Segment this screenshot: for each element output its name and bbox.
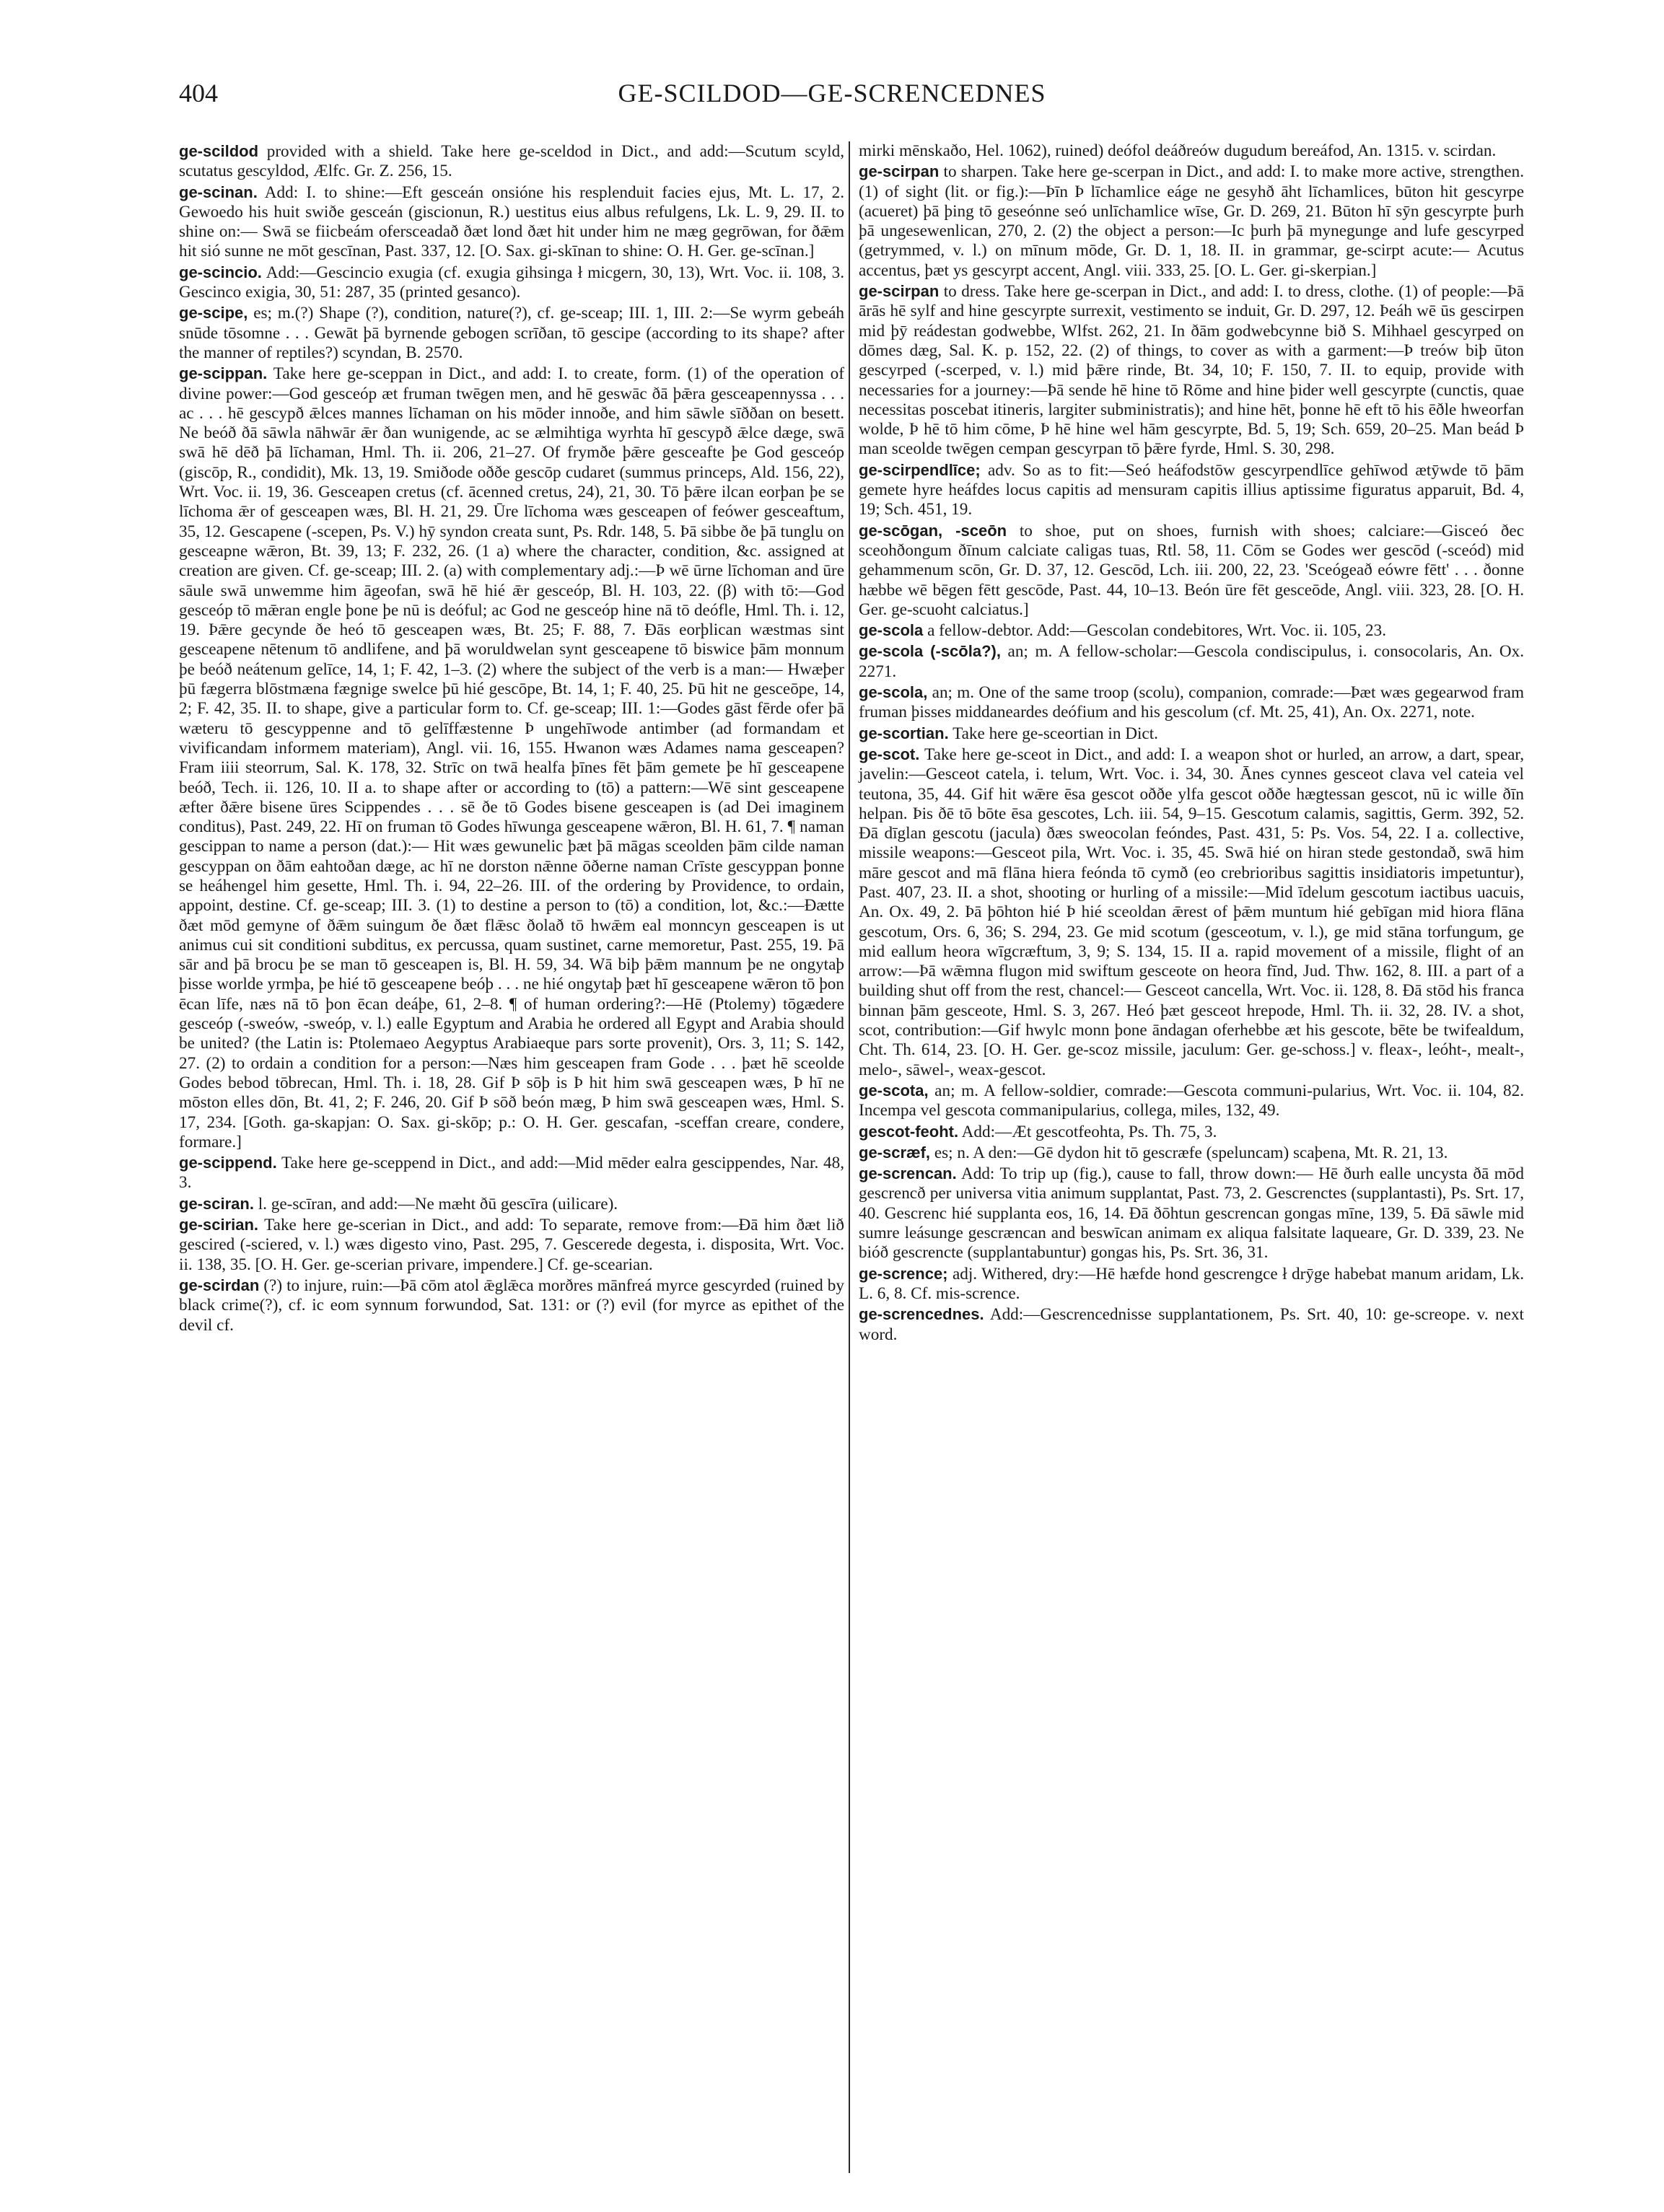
entry-headword: ge-scirpendlīce; [859, 460, 981, 479]
entry-text: Add:—Gescrencednisse supplantationem, Ps. Srt. 40, 10: ge-screope. v. next word. [859, 1305, 1524, 1344]
dictionary-entry [179, 1194, 844, 1214]
page-header [179, 78, 1485, 114]
entry-headword: ge-sciran. [179, 1194, 254, 1213]
dictionary-entry [859, 1304, 1524, 1345]
entry-text: Take here ge-sceppan in Dict., and add: I. to create, form. (1) of the operation of divine power:—God gesceóp æt fruman twēgen men, and hē geswāc ðā þǣra gesceapennyssa . . . ac . . . hē gescypð ǣlces mannes līchaman on his mōder innoðe, and him sāwle sīððan on besett. Ne beóð ðā sāwla nāhwār ǣr ðan wunigende, ac se ælmihtiga wyrhta hī gescypð ǣlce dæge, swā swā hē dēð þā līchaman, Hml. Th. ii. 206, 21–27. Of frymðe þǣre gesceafte þe God gesceóp (giscōp, R., condidit), Mk. 13, 19. Smiðode oððe gescōp cudaret (summus princeps, Ald. 156, 22), Wrt. Voc. ii. 19, 36. Gesceapen cretus (cf. ācenned cretus, 24), 21, 30. Tō þǣre ilcan eorþan þe se līchoma ǣr of gesceapen wæs, Bl. H. 21, 29. Ūre līchoma wæs gesceapen of feówer gesceaftum, 35, 12. Gescapene (-scepen, Ps. V.) hȳ syndon creata sunt, Ps. Rdr. 148, 5. Þā sibbe ðe þā tunglu on gesceapne wǣron, Bt. 39, 13; F. 232, 26. (1 a) where the character, condition, &c. assigned at creation are given. Cf. ge-sceap; III. 2. (a) with complementary adj.:—Þ wē ūrne līchoman and ūre sāule swā unwemme him āgeofan, swā hē hié ǣr gesceóp, Bl. H. 103, 22. (β) with tō:—God gesceóp tō mǣran engle þone þe nū is deóful; ac God ne gesceóp hine nā tō deófle, Hml. Th. i. 12, 19. Þǣre gecynde ðe heó tō gesceapen wæs, Bt. 25; F. 88, 7. Ðās eorþlican wæstmas sint gesceapene nētenum tō andlifene, and þā woruldwelan synt gesceapene tō biswice þām monnum þe beóð neátenum gelīce, 14, 1; F. 42, 1–3. (2) where the subject of the verb is a man:— Hwæþer þū fægerra blōstmæna fægnige swelce þū hié gescōpe, Bt. 14, 1; F. 40, 25. Þū hit ne gesceōpe, 14, 2; F. 42, 35. II. to shape, give a particular form to. Cf. ge-sceap; III. 1:—Godes gāst fērde ofer þā wæteru tō gescyppenne and tō gelīffæstenne Þ ungehīwode antimber (ad formandam et vivificandam informem materiam), Angl. vii. 16, 155. Hwanon wæs Adames nama gesceapen? Fram iiii steorrum, Sal. K. 178, 32. Strīc on twā healfa þīnes fēt þām gemete þe hī gesceapene beóð, Tech. ii. 126, 10. II a. to shape after or according to (tō) a pattern:—Wē sint gesceapene æfter ðǣre bisene ūres Scippendes . . . sē ðe tō Godes bisene gesceapen is (ad Dei imaginem conditus), Past. 249, 22. Hī on fruman tō Godes hīwunga gesceapene wǣron, Bl. H. 61, 7. ¶ naman gescippan to name a person (dat.):— Hit wæs gewunelic þæt þā māgas sceolden þām cilde naman gescyppan on ðām eahtoðan dæge, ac hī ne dorston nǣnne ōðerne naman Crīste gescyppan þonne se heáhengel him gesette, Hml. Th. i. 94, 22–26. III. of the ordering by Providence, to ordain, appoint, destine. Cf. ge-sceap; III. 3. (1) to destine a person to (tō) a condition, lot, &c.:—Ðætte ðæt mōd gemyne of ðǣm suingum ðe ðæt flǣsc ðolað tō hwǣm eal monncyn gesceapen is ut animus cui sit conditioni subditus, ex percussa, quam sustinet, carne memoretur, Past. 255, 19. Þā sār and þā brocu þe se man tō gesceapen is, Bl. H. 59, 34. Wā biþ þǣm mannum þe ne ongytaþ þisse worlde yrmþa, þe hié tō gesceapene beóþ . . . ne hié ongytaþ þæt hī gesceapene wǣron tō þon ēcan līfe, næs nā tō þon ēcan deáþe, 61, 2–8. ¶ of human ordering?:—Hē (Ptolemy) tōgædere gesceóp (-sweów, -sweóp, v. l.) ealle Egyptum and Arabia he ordered all Egypt and Arabia should be united? (the Latin is: Ptolemaeo Aegyptus Arabiaeque pars sorte provenit), Ors. 3, 11; S. 142, 27. (2) to ordain a condition for a person:—Næs him gesceapen fram Gode . . . þæt hē sceolde Godes bebod tōbrecan, Hml. Th. i. 18, 28. Gif Þ sōþ is Þ hit him swā gesceapen wæs, Þ hī ne mōston elles dōn, Bt. 41, 2; F. 246, 20. Gif Þ sōð beón mæg, Þ him swā gesceapen wæs, Hml. S. 17, 234. [Goth. ga-skapjan: O. Sax. gi-skōp; p.: O. H. Ger. gescafan, -sceffan creare, condere, formare.] [179, 364, 844, 1151]
dictionary-entry [179, 1153, 844, 1193]
entry-headword: ge-scola (-scōla?), [859, 642, 1001, 661]
dictionary-entry [179, 263, 844, 303]
entry-headword: gescot-feoht. [859, 1122, 959, 1141]
entry-text: Take here ge-sceppend in Dict., and add:—Mid mēder ealra gescippendes, Nar. 48, 3. [179, 1154, 844, 1193]
dictionary-entry [859, 281, 1524, 460]
entry-headword: ge-scot. [859, 745, 920, 763]
entry-text: mirki mēnskaðo, Hel. 1062), ruined) deófol deáðreów dugudum bereáfod, An. 1315. v. scirdan. [859, 141, 1497, 160]
entry-headword: ge-scola, [859, 683, 928, 702]
entry-text: l. ge-scīran, and add:—Ne mæht ðū gescīra (uilicare). [253, 1194, 618, 1213]
right-column [859, 141, 1524, 1346]
entry-text: Take here ge-scerian in Dict., and add: To separate, remove from:—Ðā him ðæt lið gescired (-sciered, v. l.) wæs digesto vino, Past. 295, 7. Gescerede degesta, i. disposita, Wrt. Voc. ii. 138, 35. [O. H. Ger. ge-scerian privare, impendere.] Cf. ge-scearian. [179, 1216, 844, 1274]
entry-text: adv. So as to fit:—Seó heáfodstōw gescyrpendlīce gehīwod ætȳwde tō þām gemete hyre heáfdes locus capitis ad mensuram capitis illius aptissime figuratus apparuit, Bd. 4, 19; Sch. 451, 19. [859, 460, 1524, 519]
entry-headword: ge-scirpan [859, 162, 940, 181]
dictionary-entry [859, 521, 1524, 620]
running-title: GE-SCILDOD—GE-SCRENCEDNES [618, 79, 1046, 107]
dictionary-entry [179, 1215, 844, 1275]
entry-text: an; m. A fellow-soldier, comrade:—Gescota communi-pularius, Wrt. Voc. ii. 104, 82. Incempa vel gescota commanipularius, collega, miles, 132, 49. [859, 1081, 1524, 1120]
entry-text: Take here ge-sceortian in Dict. [948, 724, 1158, 743]
entry-text: a fellow-debtor. Add:—Gescolan condebitores, Wrt. Voc. ii. 105, 23. [923, 621, 1387, 641]
entry-headword: ge-scinan. [179, 183, 258, 201]
dictionary-entry [859, 641, 1524, 682]
dictionary-entry [859, 724, 1524, 744]
entry-text: (?) to injure, ruin:—Þā cōm atol ǣglǣca morðres mānfreá myrce gescyrded (ruined by black crime(?), cf. ic eom synnum forwundod, Sat. 131: or (?) evil (for myrce as epithet of the devil cf. [179, 1276, 844, 1335]
entry-headword: ge-scildod [179, 142, 259, 160]
entry-text: es; m.(?) Shape (?), condition, nature(?), cf. ge-sceap; III. 1, III. 2:—Se wyrm gebeáh snūde tōsomne . . . Gewāt þā byrnende gebogen scrīðan, tō gescipe (according to its shape? after the manner of reptiles?) scyndan, B. 2570. [179, 304, 844, 362]
dictionary-entry [179, 303, 844, 363]
entry-text: to shoe, put on shoes, furnish with shoes; calciare:—Gisceó ðec sceohðongum ðīnum calciate caligas tuas, Rtl. 58, 11. Cōm se Godes wer gescōd (-sceód) mid gehammenum scōn, Gr. D. 37, 12. Gescōd, Lch. iii. 200, 22, 23. 'Sceógeað eówre fētt' . . . ðonne hæbbe wē bēgen fētt gescōde, Past. 44, 10–13. Beón ūre fēt gesceōde, Angl. viii. 323, 28. [O. H. Ger. ge-scuoht calciatus.] [859, 521, 1524, 619]
entry-headword: ge-scōgan, -sceōn [859, 521, 1007, 540]
entry-headword: ge-scippend. [179, 1154, 277, 1172]
entry-headword: ge-scirian. [179, 1216, 259, 1234]
dictionary-entry [179, 364, 844, 1152]
dictionary-entry [859, 1122, 1524, 1142]
entry-headword: ge-scirdan [179, 1276, 260, 1294]
entry-text: adj. Withered, dry:—Hē hæfde hond gescrengce ł drȳge habebat manum aridam, Lk. L. 6, 8. Cf. mis-scrence. [859, 1264, 1524, 1303]
entry-text: Add: To trip up (fig.), cause to fall, throw down:— Hē ðurh ealle uncysta ðā mōd gescrencð per universa vitia animum supplantat, Past. 73, 2. Gescrenctes (supplantasti), Ps. Srt. 17, 40. Gescrenc hié supplanta eos, 16, 14. Ðā ðōhtun gescrencan gongas mīne, 139, 5. Ðā sāwle mid sumre leásunge gescræncan and beswīcan animam ex aliqua falsitate laqueare, Gr. D. 339, 23. Ne bióð gescrencte (supplantabuntur) gongas his, Ps. Srt. 36, 31. [859, 1164, 1524, 1263]
entry-headword: ge-scrence; [859, 1264, 948, 1283]
entry-headword: ge-scippan. [179, 364, 268, 383]
column-divider [849, 141, 850, 2173]
dictionary-entry [859, 683, 1524, 723]
entry-text: to sharpen. Take here ge-scerpan in Dict., and add: I. to make more active, strengthen. (1) of sight (lit. or fig.):—Þīn Þ līchamlice eáge ne gesyhð āht līchamlices, būton hit gescyrpe (acueret) þā þing tō geseónne seó unlīchamlice wīse, Gr. D. 269, 21. Būton hī sȳn gescyrpte þurh þā ungesewenlican, 270, 2. (2) the object a person:—Ic þurh þā mynegunge and lufe gescyrped (getrymmed, v. l.) on mīnum mōde, Gr. D. 1, 18. II. in grammar, ge-scirpt acute:— Acutus accentus, þæt ys gescyrpt accent, Angl. viii. 333, 25. [O. L. Ger. gi-skerpian.] [859, 162, 1524, 280]
dictionary-entry [859, 1143, 1524, 1163]
entry-headword: ge-scipe, [179, 304, 248, 322]
entry-headword: ge-scortian. [859, 724, 949, 742]
dictionary-entry [859, 162, 1524, 281]
entry-headword: ge-screncan. [859, 1164, 957, 1183]
entry-headword: ge-scirpan [859, 282, 940, 301]
left-column [179, 141, 844, 1336]
entry-text: to dress. Take here ge-scerpan in Dict., and add: I. to dress, clothe. (1) of people:—Þā ārās hē sylf and hine gescyrpte surrexit, vestimento se induit, Gr. D. 297, 12. Þeáh wē ūs gescirpen mid þȳ reádestan godwebbe, Wlfst. 262, 21. In ðām godwebcynne bið S. Mihhael gescyrped on dōmes dæg, Sal. K. p. 152, 22. (2) of things, to cover as with a garment:—Þ treów biþ ūton gescyrped (-scerped, v. l.) mid þǣre rinde, Bt. 34, 10; F. 150, 7. II. to equip, provide with necessaries for a journey:—Þā sende hē hine tō Rōme and hine þider well gescyrpte (cunctis, quae necessitas poscebat itineris, largiter subministratis); and hine hēt, þonne hē eft tō his ēðle hweorfan wolde, Þ hē tō him cōme, Þ hē hine wel hām gescyrpte, Bd. 5, 19; Sch. 659, 20–25. Man beád Þ man sceolde twēgen cempan gescyrpan tō þǣre fyrde, Hml. S. 30, 298. [859, 282, 1524, 459]
dictionary-entry [859, 1264, 1524, 1304]
entry-text: provided with a shield. Take here ge-sceldod in Dict., and add:—Scutum scyld, scutatus gescyldod, Ælfc. Gr. Z. 256, 15. [179, 142, 844, 181]
entry-text: an; m. A fellow-scholar:—Gescola condiscipulus, i. consocolaris, An. Ox. 2271. [859, 642, 1525, 681]
entry-text: Add:—Gescincio exugia (cf. exugia gihsinga ł micgern, 30, 13), Wrt. Voc. ii. 108, 3. Gescinco exigia, 30, 51: 287, 35 (printed gesanco). [179, 263, 844, 302]
dictionary-entry [179, 141, 844, 182]
entry-text: es; n. A den:—Gē dydon hit tō gescræfe (speluncam) scaþena, Mt. R. 21, 13. [930, 1143, 1448, 1162]
entry-text: Add:—Æt gescotfeohta, Ps. Th. 75, 3. [958, 1122, 1217, 1141]
dictionary-entry [859, 745, 1524, 1080]
entry-headword: ge-scola [859, 621, 924, 640]
entry-text: Take here ge-sceot in Dict., and add: I. a weapon shot or hurled, an arrow, a dart, spear, javelin:—Gesceot catela, i. telum, Wrt. Voc. i. 34, 30. Ānes cynnes gesceot clava vel cateia vel teutona, 35, 44. Gif hit wǣre ēsa gescot oððe ylfa gescot oððe hægtessan gescot, nū ic wille ðīn helpan. Þis ðē tō bōte ēsa gescotes, Lch. iii. 54, 9–15. Gescotum calamis, sagittis, Germ. 392, 52. Ðā dīglan gescotu (jacula) ðæs sweocolan feóndes, Past. 431, 5: Ps. Vos. 54, 22. I a. collective, missile weapons:—Gesceot pila, Wrt. Voc. i. 35, 45. Swā hié on hiran stede gestondað, swā him māre gescot and mā flāna hiera feónda tō cymð (eo crebrioribus sagittis insidiatoris impetuntur), Past. 407, 23. II. a shot, shooting or hurling of a missile:—Mid īdelum gescotum iactibus uacuis, An. Ox. 49, 2. Þā þōhton hié Þ hié sceoldan ǣrest of þǣm muntum hié gebīgan mid hiora flāna gescotum, Ors. 6, 36; S. 294, 23. Ge mid scotum (gesceotum, v. l.), ge mid stāna torfungum, ge mid eallum heora wīgcræftum, 3, 9; S. 134, 15. II a. rapid movement of a missile, flight of an arrow:—Þā wǣmna flugon mid swiftum gesceote on heora fīnd, Jud. Thw. 162, 8. III. a part of a building shut off from the rest, chancel:— Gesceot cancella, Wrt. Voc. ii. 128, 8. Ðā stōd his franca binnan þām gesceote, Hml. S. 3, 267. Heó þæt gesceot hrepode, Hml. Th. ii. 32, 28. IV. a shot, scot, contribution:—Gif hwylc monn þone āndagan oferhebbe æt his gescote, bēte be twifealdum, Cht. Th. 614, 23. [O. H. Ger. ge-scoz missile, jaculum: Ger. ge-schoss.] v. fleax-, leóht-, mealt-, melo-, sāwel-, weax-gescot. [859, 745, 1524, 1079]
entry-headword: ge-scota, [859, 1081, 929, 1100]
entry-headword: ge-screncednes. [859, 1305, 984, 1324]
entry-text: Add: I. to shine:—Eft gesceán onsióne his resplenduit facies ejus, Mt. L. 17, 2. Gewoedo his huit swiðe gesceán (giscionun, R.) uestitus eius albus refulgens, Lk. L. 9, 29. II. to shine on:— Swā se fiicbeám ofersceadað ðæt lond ðæt hit under him ne mæg gegrōwan, for ðǣm hit sió sunne ne mōt gescīnan, Past. 337, 12. [O. Sax. gi-skīnan to shine: O. H. Ger. ge-scīnan.] [179, 183, 844, 261]
dictionary-entry [859, 141, 1524, 161]
dictionary-entry [859, 460, 1524, 520]
page-number: 404 [179, 79, 218, 107]
dictionary-entry [859, 1164, 1524, 1263]
entry-text: an; m. One of the same troop (scolu), companion, comrade:—Þæt wæs gegearwod fram fruman þisses middaneardes deófium and his gescolum (cf. Mt. 25, 41), An. Ox. 2271, note. [859, 683, 1524, 722]
dictionary-entry [179, 1276, 844, 1335]
entry-headword: ge-scræf, [859, 1143, 931, 1162]
dictionary-entry [859, 1081, 1524, 1121]
entry-headword: ge-scincio. [179, 263, 262, 281]
dictionary-entry [859, 620, 1524, 641]
dictionary-entry [179, 183, 844, 262]
